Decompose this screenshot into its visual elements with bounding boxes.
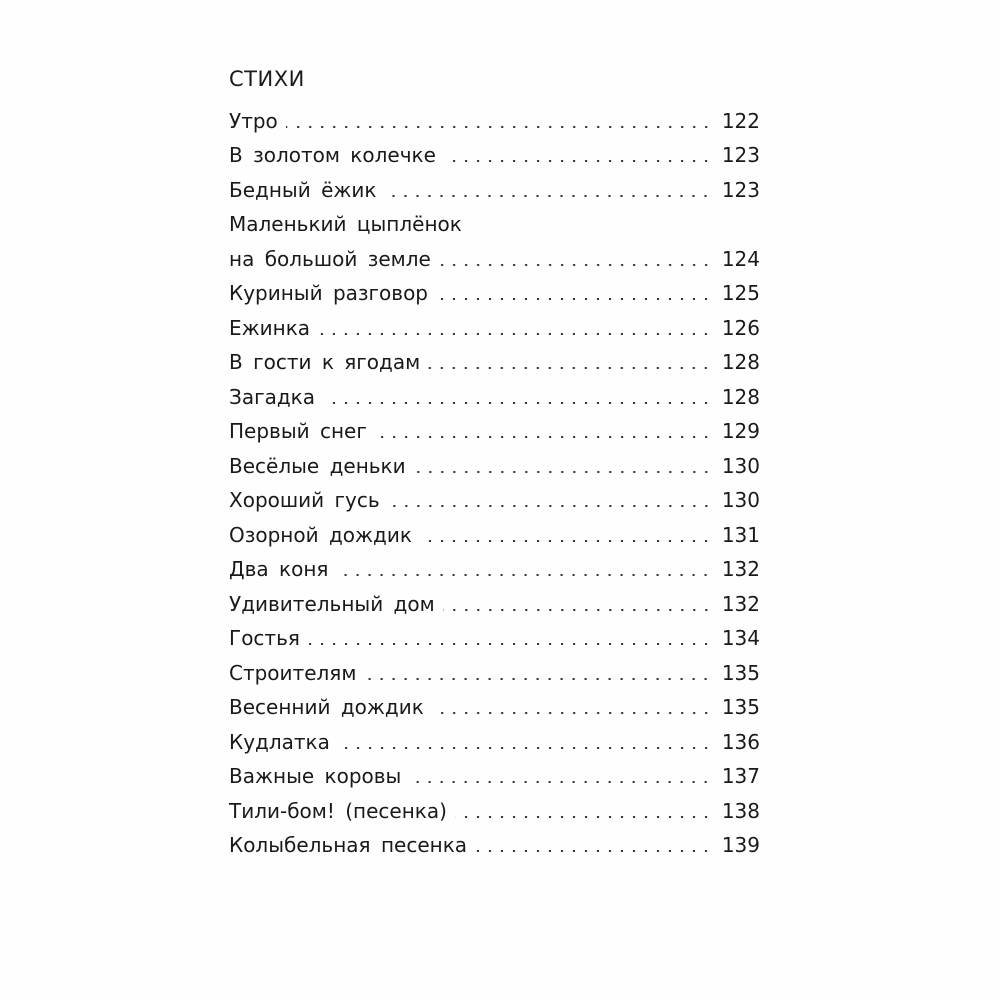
toc-entry bbox=[229, 271, 760, 306]
section-title: СТИХИ bbox=[229, 67, 305, 91]
toc-entry bbox=[229, 409, 760, 444]
dot-leader bbox=[384, 195, 712, 197]
dot-leader bbox=[338, 747, 712, 749]
toc-entry bbox=[229, 788, 760, 823]
entry-page-number: 126 bbox=[721, 315, 760, 340]
entry-page-number: 129 bbox=[721, 419, 760, 443]
entry-title: Весенний дождик bbox=[229, 695, 424, 719]
toc-entry bbox=[229, 616, 760, 651]
toc-entry bbox=[229, 98, 760, 133]
toc-entry bbox=[229, 236, 760, 271]
toc-entry bbox=[229, 650, 760, 685]
entry-title: Бедный ёжик bbox=[229, 177, 377, 202]
entry-title: Весёлые деньки bbox=[229, 453, 406, 478]
toc-entry bbox=[229, 719, 760, 754]
toc-entry bbox=[229, 340, 760, 375]
dot-leader bbox=[388, 505, 712, 507]
toc-entry bbox=[229, 823, 760, 858]
entry-title: Колыбельная песенка bbox=[229, 833, 468, 857]
entry-page-number: 130 bbox=[721, 488, 760, 512]
entry-page-number: 124 bbox=[721, 246, 760, 271]
entry-page-number: 132 bbox=[721, 591, 760, 616]
dot-leader bbox=[444, 160, 712, 162]
entry-page-number: 125 bbox=[721, 281, 760, 305]
entry-page-number: 131 bbox=[721, 522, 760, 547]
toc-entry bbox=[229, 443, 760, 478]
dot-leader bbox=[375, 436, 712, 438]
entry-title: Куриный разговор bbox=[229, 281, 428, 305]
toc-entry bbox=[229, 133, 760, 168]
entry-page-number: 136 bbox=[721, 729, 760, 754]
toc-entry bbox=[229, 547, 760, 582]
dot-leader bbox=[443, 609, 712, 611]
dot-leader bbox=[409, 781, 712, 783]
entry-title-line1: Маленький цыплёнок bbox=[229, 212, 462, 236]
dot-leader bbox=[439, 264, 712, 266]
dot-leader bbox=[455, 816, 712, 818]
entry-page-number: 139 bbox=[721, 833, 760, 857]
entry-page-number: 123 bbox=[721, 177, 760, 202]
entry-page-number: 130 bbox=[721, 453, 760, 478]
entry-title: Строителям bbox=[229, 660, 357, 685]
entry-title: Удивительный дом bbox=[229, 591, 435, 616]
entry-page-number: 128 bbox=[721, 350, 760, 374]
dot-leader bbox=[336, 574, 712, 576]
dot-leader bbox=[318, 333, 712, 335]
entry-page-number: 135 bbox=[721, 695, 760, 719]
toc-entry bbox=[229, 512, 760, 547]
entry-title: Озорной дождик bbox=[229, 522, 412, 547]
entry-title: Хороший гусь bbox=[229, 488, 380, 512]
toc-entry bbox=[229, 478, 760, 513]
entry-page-number: 128 bbox=[721, 384, 760, 409]
dot-leader bbox=[414, 471, 712, 473]
toc-entry bbox=[229, 374, 760, 409]
entry-title: на большой земле bbox=[229, 246, 431, 271]
entry-page-number: 138 bbox=[721, 798, 760, 823]
entry-page-number: 134 bbox=[721, 626, 760, 650]
entry-page-number: 132 bbox=[721, 557, 760, 581]
toc-entry bbox=[229, 754, 760, 789]
dot-leader bbox=[436, 298, 712, 300]
toc-entry bbox=[229, 167, 760, 202]
dot-leader bbox=[323, 402, 712, 404]
entry-title: Кудлатка bbox=[229, 729, 330, 754]
toc-entry-first-line bbox=[229, 202, 760, 237]
toc-entry bbox=[229, 685, 760, 720]
entry-title: Первый снег bbox=[229, 419, 367, 443]
dot-leader bbox=[308, 643, 712, 645]
entry-title: Тили-бом! (песенка) bbox=[229, 798, 447, 823]
entry-page-number: 135 bbox=[721, 660, 760, 685]
toc-entry bbox=[229, 581, 760, 616]
table-of-contents bbox=[229, 64, 760, 857]
entry-title: Утро bbox=[229, 108, 278, 133]
toc-entry bbox=[229, 305, 760, 340]
dot-leader bbox=[475, 850, 712, 852]
dot-leader bbox=[432, 712, 712, 714]
entry-title: В золотом колечке bbox=[229, 143, 436, 167]
entry-title: Гостья bbox=[229, 626, 300, 650]
dot-leader bbox=[364, 678, 712, 680]
dot-leader bbox=[428, 367, 712, 369]
entry-page-number: 123 bbox=[721, 143, 760, 167]
entry-title: Загадка bbox=[229, 384, 316, 409]
entry-title: Важные коровы bbox=[229, 764, 402, 788]
dot-leader bbox=[420, 540, 712, 542]
entry-title: Два коня bbox=[229, 557, 329, 581]
entry-title: В гости к ягодам bbox=[229, 350, 421, 374]
entry-page-number: 137 bbox=[721, 764, 760, 788]
dot-leader bbox=[286, 126, 712, 128]
entry-page-number: 122 bbox=[721, 108, 760, 133]
entry-title: Ежинка bbox=[229, 315, 311, 340]
